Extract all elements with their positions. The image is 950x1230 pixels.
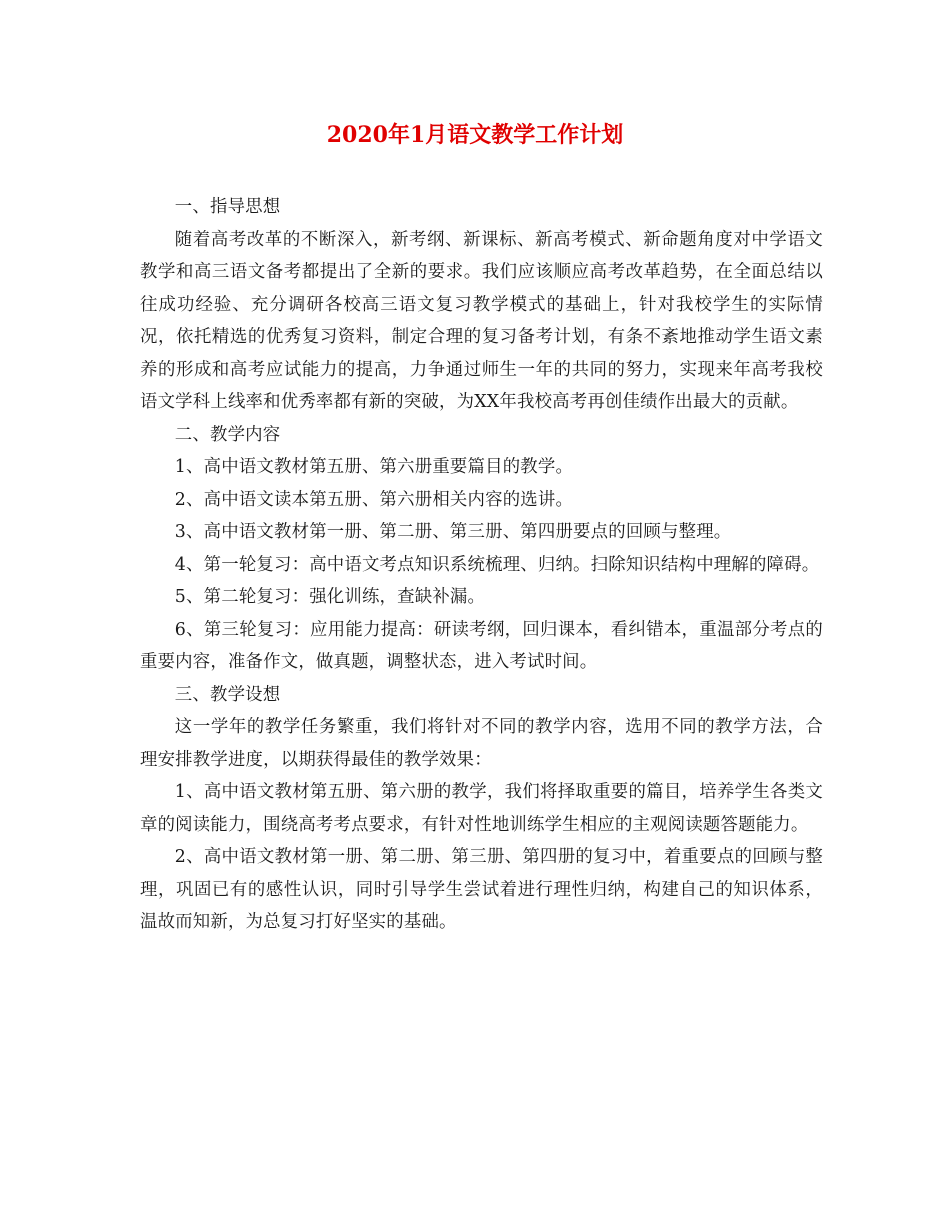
list-item: 1、高中语文教材第五册、第六册的教学，我们将择取重要的篇目，培养学生各类文章的阅读能力，围绕高考考点要求，有针对性地训练学生相应的主观阅读题答题能力。 (140, 782, 823, 835)
list-item: 1、高中语文教材第五册、第六册重要篇目的教学。 (174, 457, 574, 477)
list-item: 3、高中语文教材第一册、第二册、第三册、第四册要点的回顾与整理。 (174, 522, 732, 542)
body-paragraph: 随着高考改革的不断深入，新考纲、新课标、新高考模式、新命题角度对中学语文教学和高三语文备考都提出了全新的要求。我们应该顺应高考改革趋势，在全面总结以往成功经验、充分调研各校高三语文复习教学模式的基础上，针对我校学生的实际情况，依托精选的优秀复习资料，制定合理的复习备考计划，有条不紊地推动学生语文素养的形成和高考应试能力的提高，力争通过师生一年的共同的努力，实现来年高考我校语文学科上线率和优秀率都有新的突破，为XX年我校高考再创佳绩作出最大的贡献。 (140, 229, 823, 412)
list-item: 4、第一轮复习：高中语文考点知识系统梳理、归纳。扫除知识结构中理解的障碍。 (174, 554, 820, 575)
body-paragraph: 这一学年的教学任务繁重，我们将针对不同的教学内容，选用不同的教学方法，合理安排教学进度，以期获得最佳的教学效果： (140, 717, 823, 770)
section-heading-teaching-plan: 三、教学设想 (174, 684, 281, 705)
section-heading-teaching-content: 二、教学内容 (174, 424, 281, 445)
section-heading-guiding-ideology: 一、指导思想 (174, 197, 281, 217)
list-item: 2、高中语文读本第五册、第六册相关内容的选讲。 (174, 489, 574, 510)
list-item: 6、第三轮复习：应用能力提高：研读考纲，回归课本，看纠错本，重温部分考点的重要内容，准备作文，做真题，调整状态，进入考试时间。 (140, 619, 823, 672)
list-item: 5、第二轮复习：强化训练，查缺补漏。 (174, 587, 486, 607)
document-title: 2020年1月语文教学工作计划 (326, 122, 624, 148)
list-item: 2、高中语文教材第一册、第二册、第三册、第四册的复习中，着重要点的回顾与整理，巩固已有的感性认识，同时引导学生尝试着进行理性归纳，构建自己的知识体系，温故而知新，为总复习打好坚实的基础。 (140, 847, 823, 932)
document-body (140, 191, 823, 939)
